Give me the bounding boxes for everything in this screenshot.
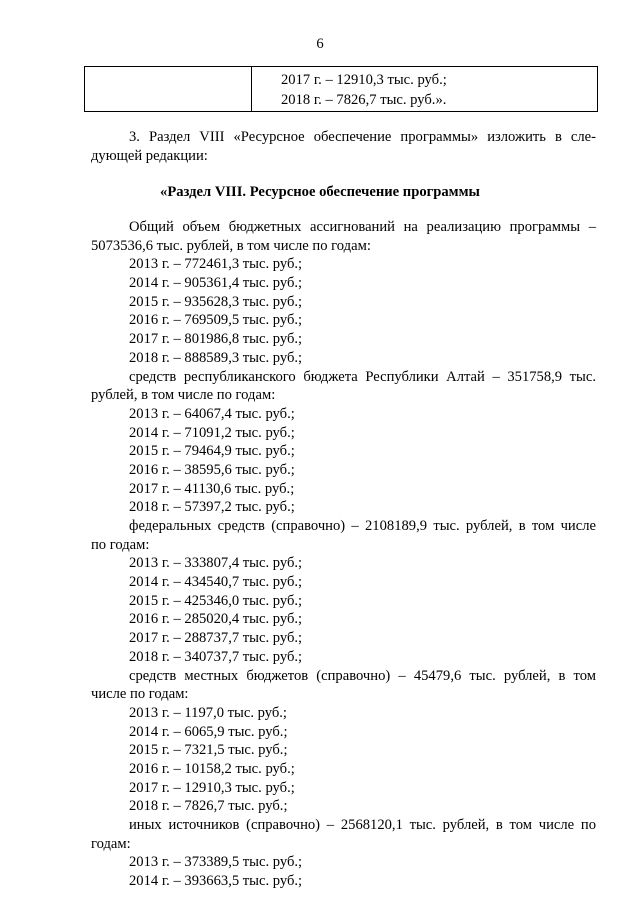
- year-line: 2015 г. – 425346,0 тыс. руб.;: [129, 592, 303, 609]
- table-year-line: 2018 г. – 7826,7 тыс. руб.».: [281, 92, 447, 108]
- year-line: 2015 г. – 79464,9 тыс. руб.;: [129, 443, 295, 460]
- year-line: 2017 г. – 41130,6 тыс. руб.;: [129, 480, 295, 497]
- total-line: 5073536,6 тыс. рублей, в том числе по годам:: [91, 237, 371, 254]
- year-line: 2016 г. – 10158,2 тыс. руб.;: [129, 760, 295, 777]
- year-line: 2013 г. – 373389,5 тыс. руб.;: [129, 854, 303, 871]
- year-line: 2018 г. – 7826,7 тыс. руб.;: [129, 798, 288, 815]
- total-line: Общий объем бюджетных ассигнований на реализацию программы –: [129, 219, 596, 235]
- page-number: 6: [316, 36, 324, 52]
- year-line: 2016 г. – 38595,6 тыс. руб.;: [129, 461, 295, 478]
- republic-line: рублей, в том числе по годам:: [91, 387, 276, 404]
- year-line: 2017 г. – 288737,7 тыс. руб.;: [129, 630, 303, 647]
- other-line: иных источников (справочно) – 2568120,1 тыс. рублей, в том числе по: [129, 817, 596, 833]
- continuation-table: [84, 66, 598, 112]
- table-cell-empty: [85, 67, 252, 112]
- year-line: 2018 г. – 888589,3 тыс. руб.;: [129, 349, 303, 366]
- year-line: 2017 г. – 12910,3 тыс. руб.;: [129, 779, 295, 796]
- federal-line: федеральных средств (справочно) – 2108189,9 тыс. рублей, в том числе: [129, 518, 596, 534]
- federal-line: по годам:: [91, 536, 150, 553]
- item-three-paragraph: [91, 128, 596, 165]
- table-row: [85, 67, 598, 112]
- year-line: 2014 г. – 71091,2 тыс. руб.;: [129, 424, 295, 441]
- year-line: 2014 г. – 6065,9 тыс. руб.;: [129, 723, 288, 740]
- year-line: 2016 г. – 285020,4 тыс. руб.;: [129, 611, 303, 628]
- table-year-line: 2017 г. – 12910,3 тыс. руб.;: [281, 72, 447, 88]
- year-line: 2013 г. – 333807,4 тыс. руб.;: [129, 555, 303, 572]
- year-line: 2014 г. – 393663,5 тыс. руб.;: [129, 873, 303, 890]
- year-line: 2018 г. – 340737,7 тыс. руб.;: [129, 648, 303, 665]
- section-title: «Раздел VIII. Ресурсное обеспечение программы: [160, 184, 480, 200]
- year-line: 2015 г. – 935628,3 тыс. руб.;: [129, 293, 303, 310]
- year-line: 2018 г. – 57397,2 тыс. руб.;: [129, 499, 295, 516]
- year-line: 2013 г. – 772461,3 тыс. руб.;: [129, 256, 303, 273]
- year-line: 2014 г. – 434540,7 тыс. руб.;: [129, 574, 303, 591]
- year-line: 2013 г. – 1197,0 тыс. руб.;: [129, 704, 287, 721]
- year-line: 2014 г. – 905361,4 тыс. руб.;: [129, 275, 303, 292]
- year-line: 2013 г. – 64067,4 тыс. руб.;: [129, 405, 295, 422]
- local-line: средств местных бюджетов (справочно) – 45479,6 тыс. рублей, в том: [129, 667, 596, 684]
- item-three-line: 3. Раздел VIII «Ресурсное обеспечение программы» изложить в сле-: [129, 129, 596, 145]
- resource-body: [91, 218, 596, 891]
- item-three-line: дующей редакции:: [91, 147, 208, 164]
- other-line: годам:: [91, 835, 131, 852]
- local-line: числе по годам:: [91, 686, 189, 703]
- year-line: 2016 г. – 769509,5 тыс. руб.;: [129, 312, 303, 329]
- table-cell-years: [252, 67, 598, 112]
- year-line: 2017 г. – 801986,8 тыс. руб.;: [129, 331, 303, 348]
- year-line: 2015 г. – 7321,5 тыс. руб.;: [129, 742, 288, 759]
- republic-line: средств республиканского бюджета Республики Алтай – 351758,9 тыс.: [129, 368, 596, 385]
